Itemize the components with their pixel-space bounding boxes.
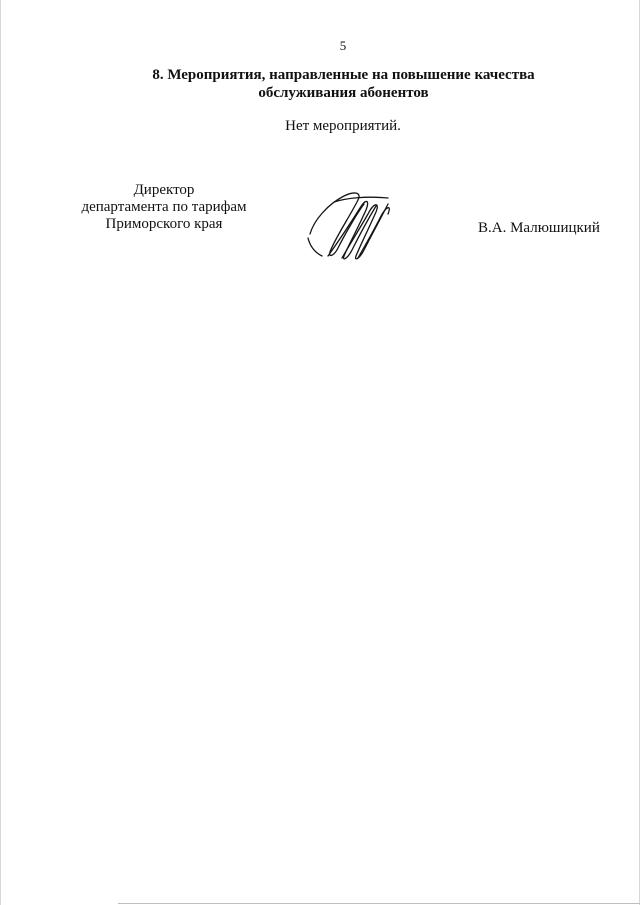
signatory-position	[76, 182, 252, 233]
position-line-3: Приморского края	[105, 216, 223, 232]
section-title-line-2: обслуживания абонентов	[258, 85, 429, 101]
page-number: 5	[339, 38, 347, 53]
handwritten-signature	[304, 186, 396, 264]
scan-edge-left	[0, 0, 1, 905]
scan-edge-bottom	[118, 903, 640, 904]
position-line-2: департамента по тарифам	[81, 199, 247, 215]
signatory-name: В.А. Малюшицкий	[478, 220, 600, 236]
no-measures-text: Нет мероприятий.	[285, 118, 401, 134]
position-line-1: Директор	[133, 182, 195, 198]
section-title	[120, 66, 567, 102]
section-title-line-1: 8. Мероприятия, направленные на повышение качества	[152, 67, 535, 83]
